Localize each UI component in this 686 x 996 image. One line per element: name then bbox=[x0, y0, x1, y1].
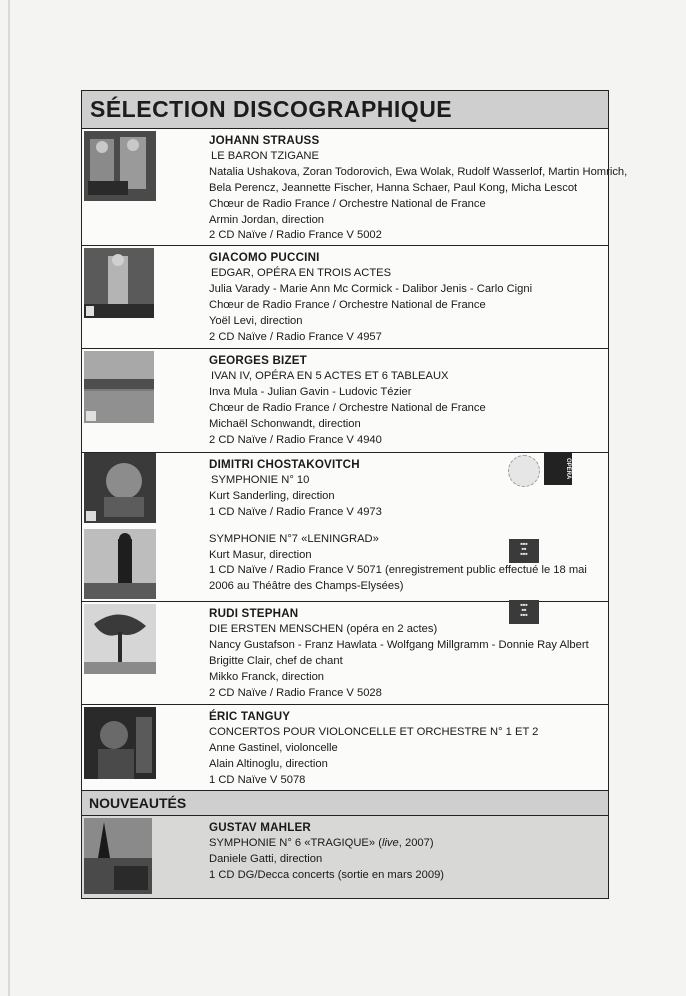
composer-name: RUDI STEPHAN bbox=[209, 607, 299, 620]
album-cover-stephan bbox=[84, 604, 156, 674]
conductor: Mikko Franck, direction bbox=[209, 670, 325, 683]
cover-art bbox=[84, 604, 156, 674]
album-cover-tanguy bbox=[84, 707, 156, 779]
catalog-number: 1 CD Naïve V 5078 bbox=[209, 773, 306, 786]
ensemble: Chœur de Radio France / Orchestre National de France bbox=[209, 401, 486, 414]
conductor: Kurt Sanderling, direction bbox=[209, 489, 335, 502]
conductor: Armin Jordan, direction bbox=[209, 213, 325, 226]
cover-art bbox=[84, 529, 156, 599]
album-entry-puccini bbox=[82, 246, 608, 349]
performers: Natalia Ushakova, Zoran Todorovich, Ewa Wolak, Rudolf Wasserlof, Martin Homrich, bbox=[209, 165, 628, 178]
composer-name: GIACOMO PUCCINI bbox=[209, 251, 320, 264]
composer-name: GEORGES BIZET bbox=[209, 354, 307, 367]
composer-name: GUSTAV MAHLER bbox=[209, 821, 312, 834]
soloist: Anne Gastinel, violoncelle bbox=[209, 741, 338, 754]
work-title: DIE ERSTEN MENSCHEN (opéra en 2 actes) bbox=[209, 622, 438, 635]
work-title: CONCERTOS POUR VIOLONCELLE ET ORCHESTRE N° 1 ET 2 bbox=[209, 725, 539, 738]
discography-box bbox=[81, 90, 628, 899]
conductor: Michaël Schonwandt, direction bbox=[209, 417, 361, 430]
composer-name: DIMITRI CHOSTAKOVITCH bbox=[209, 458, 360, 471]
conductor: Kurt Masur, direction bbox=[209, 548, 312, 561]
cover-art bbox=[84, 453, 156, 523]
cover-art bbox=[84, 131, 156, 201]
cover-art bbox=[84, 248, 154, 318]
choc-award-icon: ■■■ ■■ ■■■ bbox=[509, 539, 539, 563]
conductor: Daniele Gatti, direction bbox=[209, 852, 323, 865]
album-text bbox=[209, 705, 608, 793]
nouveautes-heading bbox=[82, 791, 608, 816]
ensemble: Chœur de Radio France / Orchestre National de France bbox=[209, 298, 486, 311]
performers: Nancy Gustafson - Franz Hawlata - Wolfgang Millgramm - Donnie Ray Albert bbox=[209, 638, 589, 651]
album-entry-stephan bbox=[82, 602, 608, 705]
album-text bbox=[209, 349, 608, 452]
work-title: SYMPHONIE N° 10 bbox=[211, 473, 310, 486]
work-title: EDGAR, OPÉRA EN TROIS ACTES bbox=[211, 266, 392, 279]
conductor: Alain Altinoglu, direction bbox=[209, 757, 328, 770]
album-cover-strauss bbox=[84, 131, 156, 201]
catalog-number: 2 CD Naïve / Radio France V 5002 bbox=[209, 229, 382, 242]
album-text bbox=[209, 816, 608, 888]
album-cover-chostakovitch-7 bbox=[84, 529, 156, 599]
nouveautes-title: NOUVEAUTÉS bbox=[89, 795, 187, 811]
composer-name: JOHANN STRAUSS bbox=[209, 134, 320, 147]
performers: Inva Mula - Julian Gavin - Ludovic Tézier bbox=[209, 385, 412, 398]
section-title: SÉLECTION DISCOGRAPHIQUE bbox=[90, 96, 453, 122]
catalog-number: 1 CD Naïve / Radio France V 4973 bbox=[209, 505, 382, 518]
work-title: SYMPHONIE N°7 «LENINGRAD» bbox=[209, 532, 379, 545]
album-cover-puccini bbox=[84, 248, 154, 318]
work-title: IVAN IV, OPÉRA EN 5 ACTES ET 6 TABLEAUX bbox=[211, 369, 449, 382]
choc-award-icon: ■■■ ■■ ■■■ bbox=[509, 600, 539, 624]
album-entry-strauss bbox=[82, 129, 628, 246]
cover-art bbox=[84, 818, 152, 894]
catalog-number: 2 CD Naïve / Radio France V 4957 bbox=[209, 330, 382, 343]
section-heading bbox=[82, 91, 608, 129]
album-cover-mahler bbox=[84, 818, 152, 894]
award-disc-icon bbox=[508, 455, 540, 487]
performers: Julia Varady - Marie Ann Mc Cormick - Dalibor Jenis - Carlo Cigni bbox=[209, 282, 533, 295]
album-entry-tanguy bbox=[82, 705, 608, 791]
album-cover-chostakovitch-10 bbox=[84, 453, 156, 523]
album-entry-bizet bbox=[82, 349, 608, 453]
page-edge bbox=[8, 0, 10, 996]
ensemble: Chœur de Radio France / Orchestre National de France bbox=[209, 197, 486, 210]
cover-art bbox=[84, 707, 156, 779]
catalog-number: 2 CD Naïve / Radio France V 5028 bbox=[209, 686, 382, 699]
album-entry-chostakovitch bbox=[82, 453, 608, 602]
catalog-number: 1 CD Naïve / Radio France V 5071 (enregistrement public effectué le 18 mai 2006 au Théâtre des Champs-Elysées) bbox=[209, 564, 587, 593]
performers: Bela Perencz, Jeannette Fischer, Hanna Schaer, Paul Kong, Micha Lescot bbox=[209, 181, 578, 194]
cover-art bbox=[84, 351, 154, 423]
conductor: Yoël Levi, direction bbox=[209, 314, 303, 327]
work-title: SYMPHONIE N° 6 «TRAGIQUE» (live, 2007) bbox=[209, 836, 434, 849]
album-cover-bizet bbox=[84, 351, 154, 423]
album-text bbox=[209, 246, 608, 349]
composer-name: ÉRIC TANGUY bbox=[209, 710, 291, 723]
chorus-master: Brigitte Clair, chef de chant bbox=[209, 654, 343, 667]
album-text bbox=[209, 602, 608, 705]
opera-magazine-logo: OPÉRA bbox=[544, 453, 572, 485]
album-entry-mahler bbox=[82, 816, 608, 898]
work-title: LE BARON TZIGANE bbox=[211, 149, 319, 162]
album-text bbox=[209, 129, 628, 248]
catalog-number: 2 CD Naïve / Radio France V 4940 bbox=[209, 433, 382, 446]
catalog-number: 1 CD DG/Decca concerts (sortie en mars 2009) bbox=[209, 868, 445, 881]
